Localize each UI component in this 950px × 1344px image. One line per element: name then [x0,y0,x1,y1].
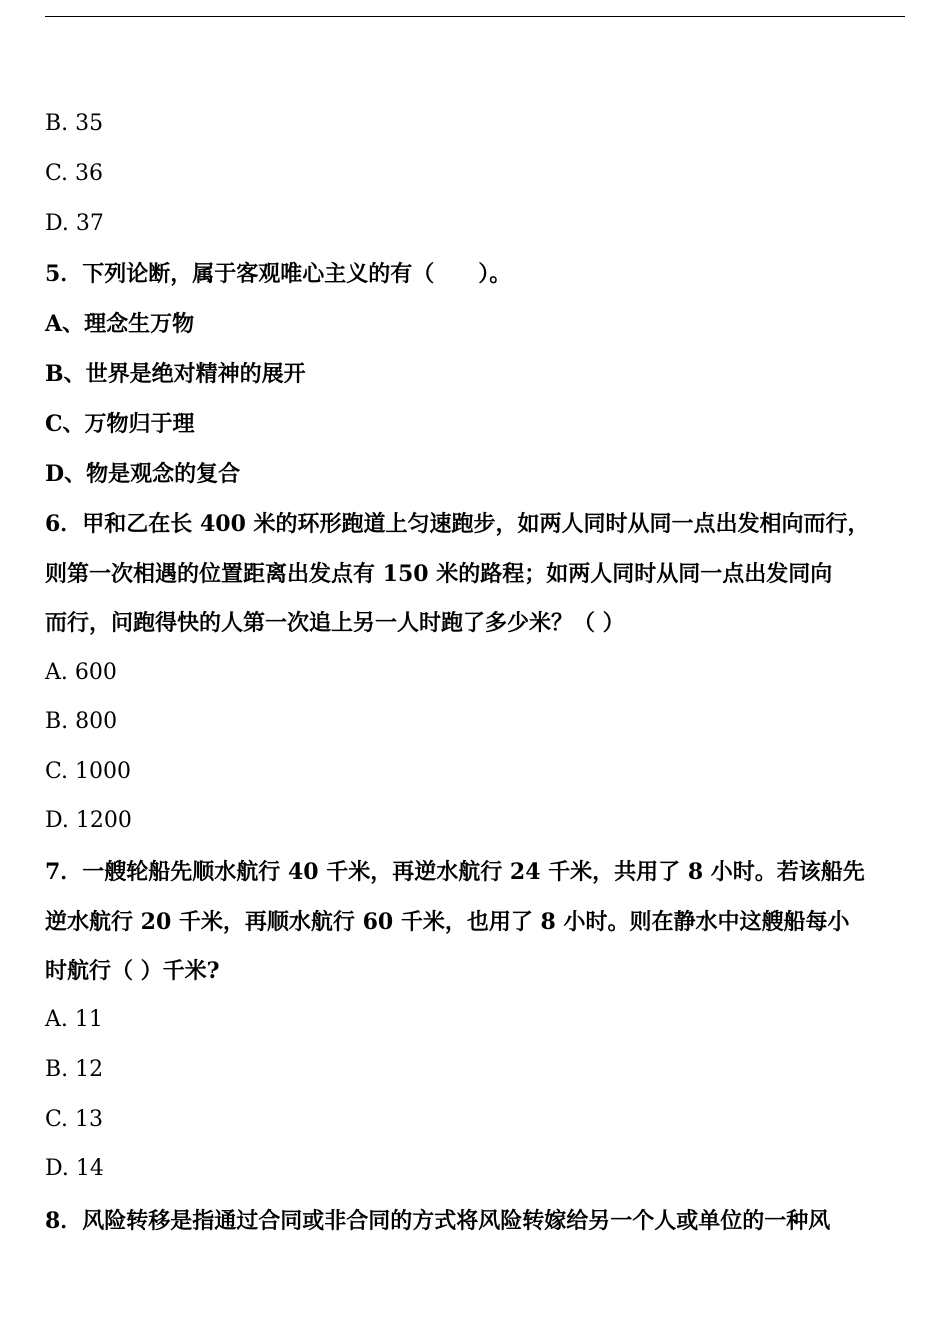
q5-stem: 5．下列论断，属于客观唯心主义的有（ ）。 [45,261,512,287]
q7-stem-line-1: 7．一艘轮船先顺水航行 40 千米，再逆水航行 24 千米，共用了 8 小时。若该船先 [45,859,865,885]
q5-option-a: A、理念生万物 [45,311,195,337]
q7-option-b: B. 12 [45,1057,104,1082]
q5-option-d: D、物是观念的复合 [45,461,241,487]
q6-stem-line-1: 6．甲和乙在长 400 米的环形跑道上匀速跑步，如两人同时从同一点出发相向而行， [45,511,870,537]
q4-option-b: B. 35 [45,111,104,136]
header-rule [45,16,905,17]
q7-stem-line-2: 逆水航行 20 千米，再顺水航行 60 千米，也用了 8 小时。则在静水中这艘船每小 [45,909,850,935]
q7-option-c: C. 13 [45,1107,104,1132]
q6-option-c: C. 1000 [45,759,132,784]
q6-stem-line-2: 则第一次相遇的位置距离出发点有 150 米的路程；如两人同时从同一点出发同向 [45,561,833,587]
q7-stem-line-3: 时航行（ ）千米? [45,958,220,984]
q4-option-d: D. 37 [45,211,104,236]
q6-stem-line-3: 而行，问跑得快的人第一次追上另一人时跑了多少米？（ ） [45,610,625,636]
q5-option-c: C、万物归于理 [45,411,195,437]
q8-stem-line-1: 8．风险转移是指通过合同或非合同的方式将风险转嫁给另一个人或单位的一种风 [45,1208,831,1234]
q6-option-a: A. 600 [45,660,117,685]
q4-option-c: C. 36 [45,161,104,186]
q6-option-d: D. 1200 [45,808,132,833]
q6-option-b: B. 800 [45,709,118,734]
q5-option-b: B、世界是绝对精神的展开 [45,361,306,387]
q7-option-a: A. 11 [45,1007,103,1032]
q7-option-d: D. 14 [45,1156,104,1181]
